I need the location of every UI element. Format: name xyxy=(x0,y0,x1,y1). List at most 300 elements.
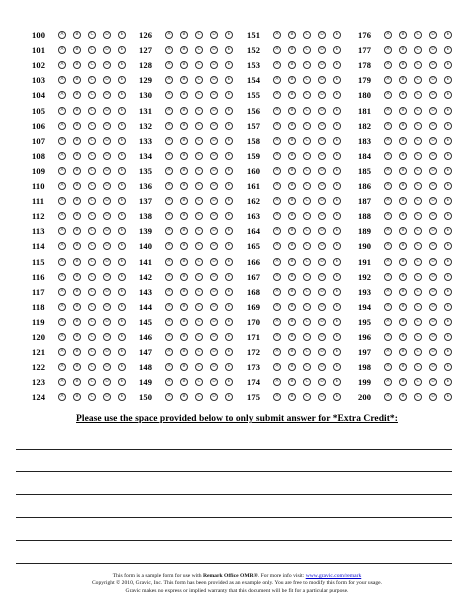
answer-bubble-c[interactable]: C xyxy=(88,288,96,296)
answer-bubble-b[interactable]: B xyxy=(180,227,188,235)
answer-bubble-d[interactable]: D xyxy=(318,333,326,341)
answer-bubble-a[interactable]: A xyxy=(165,258,173,266)
answer-bubble-c[interactable]: C xyxy=(195,137,203,145)
answer-bubble-d[interactable]: D xyxy=(318,167,326,175)
answer-bubble-e[interactable]: E xyxy=(333,318,341,326)
answer-bubble-e[interactable]: E xyxy=(225,31,233,39)
answer-bubble-e[interactable]: E xyxy=(118,333,126,341)
answer-bubble-d[interactable]: D xyxy=(103,378,111,386)
answer-bubble-d[interactable]: D xyxy=(210,137,218,145)
answer-bubble-a[interactable]: A xyxy=(273,122,281,130)
answer-bubble-a[interactable]: A xyxy=(165,46,173,54)
answer-bubble-c[interactable]: C xyxy=(303,31,311,39)
answer-bubble-a[interactable]: A xyxy=(384,152,392,160)
answer-bubble-a[interactable]: A xyxy=(58,273,66,281)
answer-bubble-b[interactable]: B xyxy=(288,227,296,235)
answer-bubble-b[interactable]: B xyxy=(399,273,407,281)
answer-bubble-b[interactable]: B xyxy=(73,122,81,130)
answer-bubble-d[interactable]: D xyxy=(103,167,111,175)
answer-bubble-b[interactable]: B xyxy=(73,273,81,281)
answer-bubble-c[interactable]: C xyxy=(195,152,203,160)
answer-bubble-a[interactable]: A xyxy=(165,152,173,160)
answer-bubble-c[interactable]: C xyxy=(414,46,422,54)
answer-line[interactable] xyxy=(16,449,452,450)
answer-bubble-c[interactable]: C xyxy=(303,107,311,115)
answer-bubble-d[interactable]: D xyxy=(210,46,218,54)
answer-bubble-b[interactable]: B xyxy=(399,242,407,250)
answer-bubble-a[interactable]: A xyxy=(165,333,173,341)
answer-bubble-c[interactable]: C xyxy=(88,152,96,160)
answer-bubble-b[interactable]: B xyxy=(73,393,81,401)
answer-bubble-c[interactable]: C xyxy=(303,348,311,356)
answer-bubble-e[interactable]: E xyxy=(333,333,341,341)
answer-bubble-c[interactable]: C xyxy=(414,107,422,115)
answer-bubble-e[interactable]: E xyxy=(333,303,341,311)
answer-bubble-c[interactable]: C xyxy=(195,333,203,341)
answer-bubble-b[interactable]: B xyxy=(180,348,188,356)
answer-bubble-b[interactable]: B xyxy=(399,76,407,84)
answer-bubble-b[interactable]: B xyxy=(399,212,407,220)
answer-bubble-d[interactable]: D xyxy=(318,61,326,69)
answer-bubble-a[interactable]: A xyxy=(273,378,281,386)
answer-bubble-a[interactable]: A xyxy=(58,197,66,205)
answer-bubble-c[interactable]: C xyxy=(303,46,311,54)
answer-bubble-a[interactable]: A xyxy=(58,61,66,69)
answer-bubble-e[interactable]: E xyxy=(225,212,233,220)
answer-bubble-a[interactable]: A xyxy=(273,212,281,220)
answer-bubble-b[interactable]: B xyxy=(399,393,407,401)
answer-bubble-a[interactable]: A xyxy=(384,122,392,130)
answer-bubble-b[interactable]: B xyxy=(73,227,81,235)
answer-bubble-d[interactable]: D xyxy=(103,348,111,356)
answer-bubble-c[interactable]: C xyxy=(195,363,203,371)
answer-bubble-b[interactable]: B xyxy=(73,378,81,386)
answer-bubble-b[interactable]: B xyxy=(180,91,188,99)
answer-bubble-a[interactable]: A xyxy=(58,348,66,356)
answer-bubble-e[interactable]: E xyxy=(444,182,452,190)
answer-bubble-d[interactable]: D xyxy=(429,258,437,266)
answer-bubble-a[interactable]: A xyxy=(273,107,281,115)
answer-bubble-b[interactable]: B xyxy=(180,363,188,371)
answer-bubble-d[interactable]: D xyxy=(210,152,218,160)
answer-bubble-e[interactable]: E xyxy=(333,167,341,175)
answer-bubble-d[interactable]: D xyxy=(429,227,437,235)
answer-bubble-b[interactable]: B xyxy=(73,303,81,311)
answer-bubble-b[interactable]: B xyxy=(73,31,81,39)
answer-bubble-d[interactable]: D xyxy=(210,91,218,99)
answer-bubble-c[interactable]: C xyxy=(414,363,422,371)
answer-bubble-d[interactable]: D xyxy=(103,393,111,401)
answer-bubble-e[interactable]: E xyxy=(333,122,341,130)
answer-bubble-a[interactable]: A xyxy=(273,242,281,250)
answer-bubble-e[interactable]: E xyxy=(333,182,341,190)
answer-bubble-c[interactable]: C xyxy=(195,227,203,235)
answer-bubble-c[interactable]: C xyxy=(195,242,203,250)
answer-bubble-c[interactable]: C xyxy=(88,107,96,115)
answer-bubble-d[interactable]: D xyxy=(429,212,437,220)
answer-bubble-b[interactable]: B xyxy=(288,107,296,115)
answer-bubble-e[interactable]: E xyxy=(444,318,452,326)
answer-bubble-c[interactable]: C xyxy=(414,288,422,296)
answer-line[interactable] xyxy=(16,471,452,472)
answer-bubble-b[interactable]: B xyxy=(73,258,81,266)
answer-bubble-e[interactable]: E xyxy=(118,258,126,266)
answer-bubble-a[interactable]: A xyxy=(273,197,281,205)
answer-bubble-e[interactable]: E xyxy=(333,242,341,250)
answer-bubble-d[interactable]: D xyxy=(210,273,218,281)
answer-bubble-b[interactable]: B xyxy=(399,31,407,39)
answer-bubble-b[interactable]: B xyxy=(288,76,296,84)
answer-bubble-e[interactable]: E xyxy=(444,152,452,160)
answer-bubble-c[interactable]: C xyxy=(414,242,422,250)
answer-bubble-a[interactable]: A xyxy=(384,61,392,69)
answer-bubble-c[interactable]: C xyxy=(303,242,311,250)
answer-bubble-d[interactable]: D xyxy=(318,91,326,99)
answer-bubble-e[interactable]: E xyxy=(118,212,126,220)
answer-bubble-b[interactable]: B xyxy=(180,167,188,175)
answer-bubble-c[interactable]: C xyxy=(195,197,203,205)
answer-bubble-a[interactable]: A xyxy=(165,288,173,296)
answer-bubble-b[interactable]: B xyxy=(73,107,81,115)
answer-bubble-c[interactable]: C xyxy=(195,91,203,99)
answer-bubble-b[interactable]: B xyxy=(288,91,296,99)
answer-bubble-b[interactable]: B xyxy=(288,242,296,250)
answer-bubble-a[interactable]: A xyxy=(384,258,392,266)
answer-bubble-e[interactable]: E xyxy=(444,61,452,69)
answer-bubble-e[interactable]: E xyxy=(333,378,341,386)
answer-bubble-c[interactable]: C xyxy=(303,393,311,401)
answer-bubble-c[interactable]: C xyxy=(88,46,96,54)
answer-bubble-c[interactable]: C xyxy=(195,122,203,130)
answer-bubble-a[interactable]: A xyxy=(273,152,281,160)
answer-bubble-d[interactable]: D xyxy=(318,76,326,84)
answer-bubble-e[interactable]: E xyxy=(118,393,126,401)
answer-bubble-c[interactable]: C xyxy=(303,212,311,220)
answer-bubble-a[interactable]: A xyxy=(384,167,392,175)
answer-bubble-c[interactable]: C xyxy=(195,348,203,356)
answer-bubble-a[interactable]: A xyxy=(58,91,66,99)
answer-bubble-b[interactable]: B xyxy=(180,122,188,130)
answer-bubble-e[interactable]: E xyxy=(118,91,126,99)
answer-line[interactable] xyxy=(16,540,452,541)
answer-bubble-a[interactable]: A xyxy=(384,212,392,220)
answer-bubble-e[interactable]: E xyxy=(118,378,126,386)
answer-bubble-e[interactable]: E xyxy=(444,122,452,130)
answer-bubble-a[interactable]: A xyxy=(384,227,392,235)
answer-bubble-b[interactable]: B xyxy=(288,363,296,371)
answer-bubble-c[interactable]: C xyxy=(88,91,96,99)
answer-bubble-a[interactable]: A xyxy=(58,122,66,130)
answer-bubble-a[interactable]: A xyxy=(273,137,281,145)
answer-bubble-d[interactable]: D xyxy=(429,122,437,130)
answer-bubble-d[interactable]: D xyxy=(429,393,437,401)
answer-bubble-a[interactable]: A xyxy=(165,91,173,99)
answer-bubble-e[interactable]: E xyxy=(444,288,452,296)
answer-bubble-b[interactable]: B xyxy=(180,273,188,281)
answer-bubble-a[interactable]: A xyxy=(273,227,281,235)
answer-bubble-d[interactable]: D xyxy=(318,122,326,130)
answer-bubble-a[interactable]: A xyxy=(273,91,281,99)
answer-bubble-a[interactable]: A xyxy=(165,182,173,190)
answer-bubble-d[interactable]: D xyxy=(429,197,437,205)
answer-bubble-e[interactable]: E xyxy=(118,122,126,130)
answer-bubble-e[interactable]: E xyxy=(444,348,452,356)
answer-bubble-b[interactable]: B xyxy=(180,242,188,250)
answer-bubble-e[interactable]: E xyxy=(444,167,452,175)
answer-bubble-c[interactable]: C xyxy=(88,182,96,190)
answer-bubble-a[interactable]: A xyxy=(165,273,173,281)
answer-bubble-b[interactable]: B xyxy=(399,303,407,311)
answer-bubble-a[interactable]: A xyxy=(384,348,392,356)
answer-bubble-c[interactable]: C xyxy=(414,137,422,145)
answer-bubble-b[interactable]: B xyxy=(399,137,407,145)
answer-bubble-b[interactable]: B xyxy=(73,197,81,205)
answer-bubble-d[interactable]: D xyxy=(318,348,326,356)
answer-bubble-e[interactable]: E xyxy=(118,197,126,205)
answer-bubble-e[interactable]: E xyxy=(118,363,126,371)
answer-bubble-c[interactable]: C xyxy=(303,363,311,371)
answer-bubble-a[interactable]: A xyxy=(273,393,281,401)
answer-bubble-e[interactable]: E xyxy=(225,333,233,341)
answer-bubble-e[interactable]: E xyxy=(225,137,233,145)
answer-bubble-b[interactable]: B xyxy=(180,152,188,160)
answer-bubble-e[interactable]: E xyxy=(225,378,233,386)
answer-bubble-b[interactable]: B xyxy=(288,167,296,175)
answer-bubble-d[interactable]: D xyxy=(429,333,437,341)
answer-bubble-c[interactable]: C xyxy=(88,303,96,311)
answer-bubble-b[interactable]: B xyxy=(288,303,296,311)
answer-bubble-b[interactable]: B xyxy=(399,107,407,115)
answer-bubble-d[interactable]: D xyxy=(429,76,437,84)
answer-bubble-b[interactable]: B xyxy=(399,318,407,326)
answer-bubble-d[interactable]: D xyxy=(429,242,437,250)
answer-bubble-e[interactable]: E xyxy=(333,348,341,356)
answer-bubble-a[interactable]: A xyxy=(165,167,173,175)
answer-bubble-e[interactable]: E xyxy=(333,273,341,281)
answer-bubble-a[interactable]: A xyxy=(58,46,66,54)
answer-bubble-b[interactable]: B xyxy=(399,333,407,341)
answer-bubble-a[interactable]: A xyxy=(273,46,281,54)
answer-bubble-d[interactable]: D xyxy=(318,212,326,220)
answer-bubble-e[interactable]: E xyxy=(225,258,233,266)
answer-bubble-d[interactable]: D xyxy=(318,107,326,115)
answer-bubble-e[interactable]: E xyxy=(225,122,233,130)
answer-bubble-b[interactable]: B xyxy=(73,91,81,99)
answer-bubble-c[interactable]: C xyxy=(195,288,203,296)
answer-line[interactable] xyxy=(16,494,452,495)
answer-bubble-b[interactable]: B xyxy=(399,288,407,296)
answer-bubble-b[interactable]: B xyxy=(399,258,407,266)
answer-bubble-e[interactable]: E xyxy=(444,258,452,266)
answer-bubble-d[interactable]: D xyxy=(429,46,437,54)
answer-bubble-e[interactable]: E xyxy=(444,393,452,401)
answer-bubble-c[interactable]: C xyxy=(414,227,422,235)
answer-bubble-c[interactable]: C xyxy=(88,212,96,220)
answer-bubble-c[interactable]: C xyxy=(414,378,422,386)
answer-bubble-d[interactable]: D xyxy=(210,31,218,39)
answer-bubble-e[interactable]: E xyxy=(118,227,126,235)
answer-bubble-e[interactable]: E xyxy=(225,152,233,160)
answer-bubble-a[interactable]: A xyxy=(165,393,173,401)
answer-bubble-d[interactable]: D xyxy=(318,182,326,190)
answer-bubble-b[interactable]: B xyxy=(399,46,407,54)
answer-bubble-c[interactable]: C xyxy=(414,258,422,266)
answer-bubble-a[interactable]: A xyxy=(165,122,173,130)
answer-bubble-e[interactable]: E xyxy=(118,61,126,69)
answer-bubble-b[interactable]: B xyxy=(180,258,188,266)
answer-bubble-c[interactable]: C xyxy=(414,348,422,356)
answer-bubble-d[interactable]: D xyxy=(103,333,111,341)
answer-bubble-d[interactable]: D xyxy=(103,288,111,296)
answer-bubble-d[interactable]: D xyxy=(318,46,326,54)
answer-bubble-b[interactable]: B xyxy=(288,258,296,266)
answer-bubble-c[interactable]: C xyxy=(414,76,422,84)
answer-bubble-e[interactable]: E xyxy=(118,137,126,145)
answer-bubble-b[interactable]: B xyxy=(288,393,296,401)
answer-bubble-a[interactable]: A xyxy=(384,91,392,99)
answer-bubble-d[interactable]: D xyxy=(103,76,111,84)
answer-bubble-c[interactable]: C xyxy=(414,61,422,69)
answer-bubble-a[interactable]: A xyxy=(165,137,173,145)
answer-bubble-a[interactable]: A xyxy=(384,76,392,84)
answer-bubble-d[interactable]: D xyxy=(103,122,111,130)
answer-bubble-e[interactable]: E xyxy=(118,152,126,160)
answer-bubble-c[interactable]: C xyxy=(88,273,96,281)
answer-bubble-c[interactable]: C xyxy=(195,61,203,69)
answer-bubble-d[interactable]: D xyxy=(103,182,111,190)
answer-bubble-a[interactable]: A xyxy=(273,333,281,341)
answer-bubble-d[interactable]: D xyxy=(210,197,218,205)
answer-bubble-a[interactable]: A xyxy=(58,31,66,39)
answer-bubble-e[interactable]: E xyxy=(118,182,126,190)
answer-bubble-d[interactable]: D xyxy=(318,197,326,205)
answer-bubble-b[interactable]: B xyxy=(73,152,81,160)
answer-bubble-b[interactable]: B xyxy=(180,182,188,190)
answer-bubble-c[interactable]: C xyxy=(414,182,422,190)
answer-bubble-c[interactable]: C xyxy=(88,137,96,145)
answer-bubble-a[interactable]: A xyxy=(384,318,392,326)
answer-bubble-a[interactable]: A xyxy=(384,333,392,341)
answer-bubble-a[interactable]: A xyxy=(384,182,392,190)
answer-bubble-a[interactable]: A xyxy=(165,318,173,326)
answer-bubble-b[interactable]: B xyxy=(73,318,81,326)
answer-bubble-e[interactable]: E xyxy=(444,212,452,220)
answer-bubble-e[interactable]: E xyxy=(444,227,452,235)
answer-bubble-b[interactable]: B xyxy=(73,76,81,84)
answer-bubble-d[interactable]: D xyxy=(429,182,437,190)
answer-bubble-c[interactable]: C xyxy=(88,333,96,341)
answer-bubble-c[interactable]: C xyxy=(303,273,311,281)
answer-bubble-b[interactable]: B xyxy=(288,152,296,160)
answer-bubble-d[interactable]: D xyxy=(318,363,326,371)
answer-bubble-d[interactable]: D xyxy=(429,303,437,311)
answer-bubble-e[interactable]: E xyxy=(444,31,452,39)
answer-bubble-c[interactable]: C xyxy=(303,333,311,341)
answer-bubble-a[interactable]: A xyxy=(273,363,281,371)
answer-bubble-d[interactable]: D xyxy=(210,61,218,69)
answer-bubble-a[interactable]: A xyxy=(165,76,173,84)
answer-bubble-e[interactable]: E xyxy=(333,76,341,84)
answer-bubble-a[interactable]: A xyxy=(165,242,173,250)
answer-bubble-e[interactable]: E xyxy=(118,318,126,326)
answer-bubble-a[interactable]: A xyxy=(58,333,66,341)
answer-bubble-c[interactable]: C xyxy=(303,76,311,84)
answer-bubble-b[interactable]: B xyxy=(180,393,188,401)
answer-bubble-c[interactable]: C xyxy=(88,242,96,250)
answer-bubble-a[interactable]: A xyxy=(384,197,392,205)
answer-bubble-a[interactable]: A xyxy=(273,303,281,311)
answer-bubble-b[interactable]: B xyxy=(180,318,188,326)
answer-bubble-c[interactable]: C xyxy=(303,152,311,160)
answer-bubble-b[interactable]: B xyxy=(288,122,296,130)
answer-bubble-c[interactable]: C xyxy=(303,137,311,145)
answer-bubble-a[interactable]: A xyxy=(58,137,66,145)
answer-bubble-a[interactable]: A xyxy=(58,393,66,401)
answer-bubble-b[interactable]: B xyxy=(399,61,407,69)
answer-bubble-c[interactable]: C xyxy=(88,318,96,326)
answer-bubble-c[interactable]: C xyxy=(303,288,311,296)
answer-bubble-e[interactable]: E xyxy=(118,31,126,39)
answer-bubble-b[interactable]: B xyxy=(288,212,296,220)
answer-bubble-c[interactable]: C xyxy=(414,333,422,341)
answer-bubble-a[interactable]: A xyxy=(58,288,66,296)
answer-bubble-e[interactable]: E xyxy=(333,91,341,99)
answer-bubble-e[interactable]: E xyxy=(225,76,233,84)
answer-bubble-b[interactable]: B xyxy=(399,152,407,160)
answer-bubble-c[interactable]: C xyxy=(88,378,96,386)
answer-bubble-e[interactable]: E xyxy=(444,333,452,341)
answer-bubble-d[interactable]: D xyxy=(210,242,218,250)
answer-line[interactable] xyxy=(16,563,452,564)
answer-bubble-a[interactable]: A xyxy=(273,31,281,39)
answer-bubble-d[interactable]: D xyxy=(103,303,111,311)
answer-bubble-e[interactable]: E xyxy=(225,393,233,401)
answer-bubble-a[interactable]: A xyxy=(58,378,66,386)
answer-bubble-d[interactable]: D xyxy=(210,107,218,115)
answer-bubble-a[interactable]: A xyxy=(273,273,281,281)
answer-bubble-b[interactable]: B xyxy=(180,76,188,84)
answer-bubble-b[interactable]: B xyxy=(399,227,407,235)
answer-bubble-e[interactable]: E xyxy=(118,167,126,175)
answer-bubble-b[interactable]: B xyxy=(180,303,188,311)
answer-bubble-e[interactable]: E xyxy=(333,393,341,401)
answer-bubble-d[interactable]: D xyxy=(103,242,111,250)
answer-bubble-d[interactable]: D xyxy=(318,242,326,250)
answer-bubble-c[interactable]: C xyxy=(303,61,311,69)
answer-bubble-b[interactable]: B xyxy=(288,61,296,69)
answer-bubble-b[interactable]: B xyxy=(288,333,296,341)
answer-bubble-e[interactable]: E xyxy=(333,152,341,160)
answer-bubble-c[interactable]: C xyxy=(303,303,311,311)
answer-bubble-c[interactable]: C xyxy=(414,197,422,205)
answer-bubble-c[interactable]: C xyxy=(414,318,422,326)
answer-bubble-c[interactable]: C xyxy=(414,273,422,281)
answer-bubble-a[interactable]: A xyxy=(384,107,392,115)
answer-bubble-e[interactable]: E xyxy=(333,197,341,205)
answer-bubble-c[interactable]: C xyxy=(88,167,96,175)
answer-bubble-b[interactable]: B xyxy=(288,197,296,205)
answer-bubble-a[interactable]: A xyxy=(165,348,173,356)
answer-bubble-c[interactable]: C xyxy=(195,273,203,281)
answer-bubble-d[interactable]: D xyxy=(210,333,218,341)
answer-bubble-b[interactable]: B xyxy=(73,348,81,356)
answer-bubble-d[interactable]: D xyxy=(318,258,326,266)
answer-bubble-d[interactable]: D xyxy=(210,303,218,311)
answer-bubble-a[interactable]: A xyxy=(165,197,173,205)
answer-bubble-c[interactable]: C xyxy=(88,61,96,69)
answer-bubble-a[interactable]: A xyxy=(58,318,66,326)
footer-link[interactable]: www.gravic.com/remark xyxy=(305,573,362,579)
